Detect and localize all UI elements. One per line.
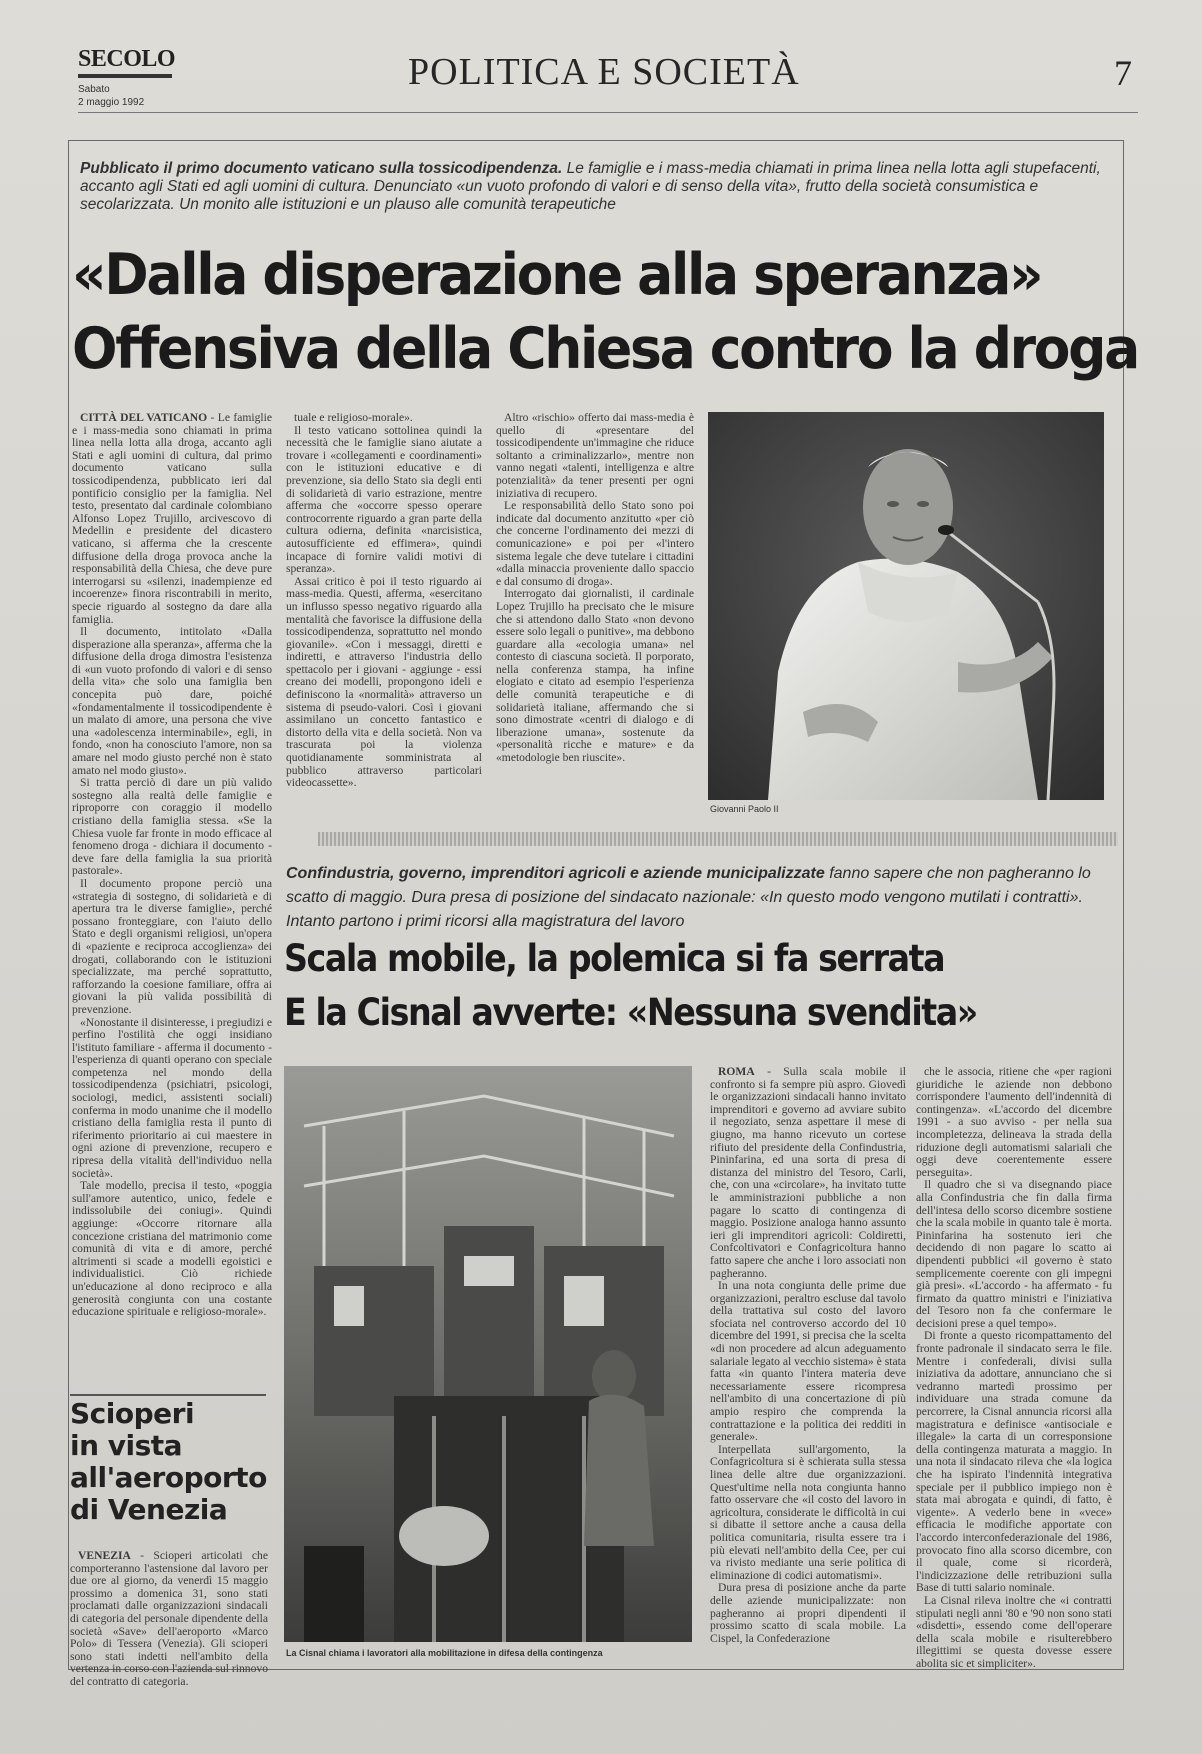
article1-column-3: [496, 412, 694, 816]
issue-day: Sabato: [78, 84, 110, 95]
article1-column-2: [286, 412, 482, 812]
article1-kicker: [80, 160, 1110, 214]
article2-headline-line2: E la Cisnal avverte: «Nessuna svendita»: [284, 991, 977, 1034]
article2-headline-line1: Scala mobile, la polemica si fa serrata: [284, 937, 945, 980]
article1-col3-p1: Altro «rischio» offerto dai mass-media è quello di «presentare del tossicodipendente un'immagine che riduce soltanto a criminalizzarlo», mentre non vanno negati «talenti, intelligenza e altre potenzialità» da tener presenti per ogni iniziativa di recupero.: [496, 411, 694, 500]
article2-col2-p1: che le associa, ritiene che «per ragioni giuridiche le aziende non debbono corrispondere l'aumento dell'indennità di contingenza». «L'accordo del dicembre 1991 - a suo avviso - per nella sua incompletezza, delineava la strada della riduzione degli automatismi salariali che oggi deve coerentemente essere perseguita».: [916, 1065, 1112, 1179]
newspaper-logo: SECOLO: [78, 46, 176, 72]
masthead-rule: [78, 112, 1138, 113]
article2-col1-p4: Dura presa di posizione anche da parte delle aziende municipalizzate: non pagheranno ai propri dipendenti il prossimo scatto di scala mobile. La Cispel, la Confederazione: [710, 1581, 906, 1645]
article1-dateline: CITTÀ DEL VATICANO: [80, 411, 208, 424]
sidebar-dateline: VENEZIA: [78, 1549, 131, 1562]
article2-column-1: [710, 1066, 906, 1652]
article2-col2-p3: Di fronte a questo ricompattamento del fronte padronale il sindacato serra le file. Mentre i confederali, divisi sulla iniziativa da adottare, annunciano che si vedranno martedì prossimo per individuare una strada comune da percorrere, la Cisnal annuncia ricorsi alla magistratura e definisce «antisociale e illegale» la carta di un corresponsione della contingenza maturata a maggio. In una nota il sindacato rileva che «la logica che ha ispirato l'indennità integrativa speciale per il pubblico impiego non è stata mai abrogata e quindi, di fatto, è vigente». A vederlo bene in «vece» efficacia le modifiche apportate con l'accordo interconfederazionale del 1986, provocato fino alla scorso dicembre, con il quale, come si ricorderà, l'indicizzazione delle retribuzioni sulla Base di tutti salario nominale.: [916, 1329, 1112, 1595]
article2-col1-p1: - Sulla scala mobile il confronto si fa sempre più aspro. Giovedì le organizzazioni sindacali hanno invitato imprenditori e governo ad avviare subito il negoziato, senza aspettare il mese di giugno, ma hanno ricevuto un cortese rifiuto del presidente della Confindustria, Pininfarina, ed una sorta di presa di distanza del ministro del Tesoro, Carli, che, con una «circolare», ha invitato tutte le amministrazioni pubbliche a non pagare lo scatto di contingenza di maggio. Posizione analoga hanno assunto ieri gli imprenditori agricoli: Coldiretti, Confcoltivatori e Confagricoltura hanno fatto sapere che anche i loro associati non pagheranno.: [710, 1065, 906, 1280]
sidebar-text: - Scioperi articolati che comporteranno l'astensione dal lavoro per due ore al giorno, da venerdì 15 maggio prossimo a domenica 31, sono stati proclamati dalle organizzazioni sindacali di categoria del personale dipendente della società «Save» dell'aeroporto «Marco Polo» di Tessera (Venezia). Gli scioperi sono stati indetti nell'ambito della vertenza in corso con l'azienda sul rinnovo del contratto di categoria.: [70, 1549, 268, 1688]
article1-col3-p2: Le responsabilità dello Stato sono poi indicate dal documento anzitutto «per ciò che concerne l'ordinamento dei mezzi di comunicazione» e poi per «l'intero sistema legale che deve tutelare i cittadini «dalla minaccia proveniente dallo spaccio e dal consumo di droga».: [496, 499, 694, 588]
article2-col1-p2: In una nota congiunta delle prime due organizzazioni, peraltro escluse dal tavolo della trattativa sul costo del lavoro sfociata nel controverso accordo del 10 dicembre del 1991, si precisa che la scelta «di non procedere ad alcun adeguamento salariale legato al vecchio sistema» è stata fatta «in quanto l'intera materia deve necessariamente essere ricompresa nell'ambito di una concertazione di più ampio respiro che comprenda la contrattazione e la politica dei redditi in generale».: [710, 1279, 906, 1444]
pope-photo-illustration: [708, 412, 1104, 800]
sidebar-headline-line4: di Venezia: [70, 1493, 228, 1526]
article2-kicker: [286, 862, 1116, 934]
article2-col1-p3: Interpellata sull'argomento, la Confagricoltura si è schierata sulla stessa linea delle altre due organizzazioni. Quest'ultime nella nota congiunta hanno fatto osservare che «il costo del lavoro in agricoltura, considerate le difficoltà in cui si dibatte il settore anche a causa della politica comunitaria, risulta essere tra i più elevati nell'ambito della Cee, per cui va rivisto mediante una serie politica di eliminazione di codici automatismi».: [710, 1442, 906, 1582]
factory-photo-illustration: [284, 1066, 692, 1642]
pope-photo-caption: Giovanni Paolo II: [710, 804, 779, 814]
article1-kicker-text: Le famiglie e i mass-media chiamati in prima linea nella lotta agli stupefacenti, accanto agli Stati ed agli uomini di cultura. Denunciato «un vuoto profondo di valori e di senso della vita», frutto della società consumistica e secolarizzata. Un monito alle istituzioni e un plauso alle comunità terapeutiche: [80, 160, 1101, 213]
article2-dateline: ROMA: [718, 1065, 755, 1078]
logo-underline: [78, 74, 172, 78]
article2-column-2: [916, 1065, 1112, 1670]
article1-column-1: [72, 412, 272, 1382]
sidebar-rule: [70, 1394, 266, 1396]
factory-photo: [284, 1066, 692, 1642]
section-divider: [318, 832, 1118, 846]
article1-col1-p2: Il documento, intitolato «Dalla disperazione alla speranza», afferma che la diffusione della droga dimostra l'esistenza di «un vuoto profondo di valori e di senso della vita» che solo una famiglia ben concepita può dare, poiché «fondamentalmente il tossicodipendente è un malato di amore, una persona che vive una «adolescenza interminabile», egli, in fondo, «non ha conosciuto l'amore, non sa amare nel modo giusto perché non è stato amato nel modo giusto».: [72, 625, 272, 777]
sidebar-body: [70, 1549, 268, 1688]
issue-date: 2 maggio 1992: [78, 97, 145, 108]
article1-headline-line2: Offensiva della Chiesa contro la droga: [72, 316, 1138, 382]
sidebar-headline-line3: all'aeroporto: [70, 1461, 267, 1494]
article1-headline-line1: «Dalla disperazione alla speranza»: [72, 242, 1042, 308]
article1-col2-p1: tuale e religioso-morale».: [294, 411, 413, 424]
article1-col3-p3: Interrogato dai giornalisti, il cardinale Lopez Trujillo ha precisato che le misure che si attendono dallo Stato «non devono essere solo legali o punitive», ma debbono guardare alla «ecologia umana» nel contesto di ciascuna società. Il porporato, nella conferenza stampa, ha infine elogiato e citato ad esempio l'esperienza delle comunità terapeutiche e di solidarietà italiane, affermando che si sono dimostrate «centri di dialogo e di liberazione umana», sostenute da «personalità ricche e mature» e da «metodologie ben riuscite».: [496, 587, 694, 765]
article2-col2-p2: Il quadro che si va disegnando piace alla Confindustria che fin dalla firma dell'intesa dello scorso dicembre sostiene che la scala mobile in quanto tale è morta. Pininfarina ha sostenuto ieri che decidendo di non pagare lo scatto ai dipendenti pubblici «il governo è stato semplicemente coerente con gli impegni già presi». «L'accordo - ha affermato - fu firmato da quattro ministri e l'iniziativa del Tesoro non fa che confermare le decisioni prese a quel tempo».: [916, 1178, 1112, 1330]
article2-col2-p4: La Cisnal rileva inoltre che «i contratti stipulati negli anni '80 e '90 non sono stati «disdetti», essendo come dell'operare della scala mobile e risulterebbero illegittimi se questa dovesse essere abolita sic et simpliciter».: [916, 1593, 1112, 1670]
article1-kicker-lead: Pubblicato il primo documento vaticano sulla tossicodipendenza.: [80, 160, 563, 177]
article2-kicker-lead: Confindustria, governo, imprenditori agricoli e aziende municipalizzate: [286, 865, 825, 882]
article1-col1-p5: «Nonostante il disinteresse, i pregiudizi e perfino l'ostilità che oggi insidiano l'istituto familiare - afferma il documento - l'esperienza di quanti operano con speciale competenza nel mondo della tossicodipendenza (psichiatri, psicologi, sociologi, medici, assistenti sociali) conferma in modo unanime che il modello cristiano della famiglia resta il punto di riferimento prioritario ai cui maestere in ogni azione di prevenzione, recupero e ripresa della vitalità dell'individuo nella società».: [72, 1015, 272, 1180]
article1-headline: [72, 238, 1138, 386]
section-title: POLITICA E SOCIETÀ: [408, 51, 800, 93]
article1-col1-p3: Si tratta perciò di dare un più valido sostegno alla realtà delle famiglie e riproporre con coraggio il modello cristiano della famiglia stessa. «Se la Chiesa vuole far fronte in modo efficace al fenomeno droga - dichiara il documento - deve fare della famiglia la sua priorità pastorale».: [72, 776, 272, 878]
pope-photo: [708, 412, 1104, 800]
article2-headline: [284, 932, 977, 1040]
article1-col1-p1: - Le famiglie e i mass-media sono chiamati in prima linea nella lotta alla droga, accanto agli Stati e agli uomini di cultura, dal primo documento vaticano sulla tossicodipendenza, pubblicato ieri dal pontificio consiglio per la famiglia. Nel testo, presentato dal cardinale colombiano Alfonso Lopez Trujillo, arcivescovo di Medellin e presidente del dicastero vaticano, si afferma che la crescente diffusione della droga provoca anche la responsabilità della Chiesa, che deve pure interrogarsi su «silenzi, inadempienze ed incoerenze» finora riscontrabili in merito, specie riguardo al sostegno da dare alla famiglia.: [72, 411, 272, 626]
sidebar-headline: [70, 1398, 267, 1526]
factory-photo-caption: La Cisnal chiama i lavoratori alla mobilitazione in difesa della contingenza: [286, 1648, 603, 1658]
article1-col2-p3: Assai critico è poi il testo riguardo ai mass-media. Questi, afferma, «esercitano un influsso spesso negativo riguardo alla mentalità che favorisce la diffusione della tossicodipendenza, soprattutto nel mondo giovanile». «Con i messaggi, diretti e indiretti, e attraverso l'industria dello spettacolo per i giovani - aggiunge - essi creano dei modelli, propongono ideli e definiscono la «normalità» attraverso un sistema di pseudo-valori. Così i giovani assimilano un concetto fantastico e distorto della vita e della società. Non va trascurata poi la violenza quotidianamente somministrata al pubblico attraverso particolari videocassette».: [286, 574, 482, 790]
sidebar-headline-line1: Scioperi: [70, 1397, 195, 1430]
article1-col1-p6: Tale modello, precisa il testo, «poggia sull'amore autentico, unico, fedele e indissolubile dei coniugi». Quindi aggiunge: «Occorre ritornare alla concezione cristiana del matrimonio come comunità di vita e di amore, perché altrimenti si scade a modelli egoistici e individualistici. Ciò richiede un'educazione al dono reciproco e alla generosità congiunta con una costante educazione spirituale e religioso-morale».: [72, 1179, 272, 1319]
article2-kicker-text: fanno sapere che non pagheranno lo scatto di maggio. Dura presa di posizione del sindacato nazionale: «In questo modo vengono mutilati i contratti». Intanto partono i primi ricorsi alla magistratura del lavoro: [286, 865, 1091, 930]
masthead: [78, 46, 1138, 116]
sidebar-headline-line2: in vista: [70, 1429, 183, 1462]
page-number: 7: [1114, 53, 1132, 93]
article1-col1-p4: Il documento propone perciò una «strategia di sostegno, di solidarietà e di apertura tra le diverse famiglie», perché possano fronteggiare, con l'aiuto dello Stato e degli organismi religiosi, un'opera di «paziente e reciproca accoglienza» dei drogati, collaborando con le istituzioni specializzate, ma perché soprattutto, rafforzando la coesione familiare, offra ai giovani la più valida possibilità di prevenzione.: [72, 876, 272, 1016]
article1-col2-p2: Il testo vaticano sottolinea quindi la necessità che le famiglie siano aiutate a trovare i «collegamenti e coordinamenti» con le istituzioni educative e di prevenzione, sia dello Stato sia degli enti di solidarietà di vario estrazione, mentre afferma che «occorre spesso operare controcorrente riguardo a gran parte della cultura odierna, definita «narcisistica, autosufficiente ed effimera», quindi incapace di fornire validi motivi di speranza».: [286, 423, 482, 576]
